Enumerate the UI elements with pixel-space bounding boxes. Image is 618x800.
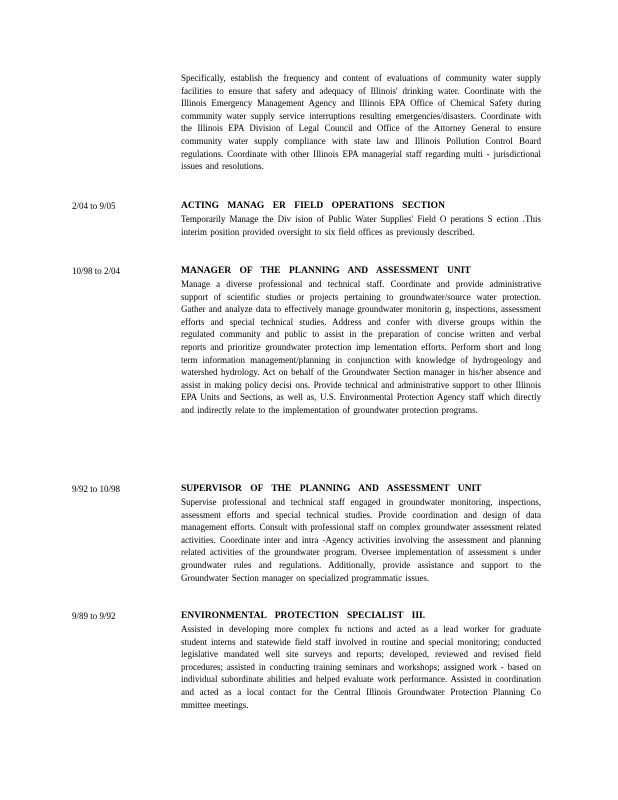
entry-date: 9/89 to 9/92: [72, 611, 116, 621]
entry-description: Manage a diverse professional and technical staff. Coordinate and provide administrative support of scientific studies or projects pertaining to groundwater/source water protection. Gather and analyze data to effectively manage groundwater monitorin g, inspections, assessment efforts and special technical studies. Address and confer with diverse groups within the regulated community and public to assist in the preparation of concise written and verbal reports and prioritize groundwater protection imp lementation efforts. Perform short and long term information management/planning in conjunction with knowledge of hydrogeology and watershed hydrology. Act on behalf of the Groundwater Section manager in his/her absence and assist in making policy decisi ons. Provide technical and administrative support to other Illinois EPA Units and Sections, as well as, U.S. Environmental Protection Agency staff which directly and indirectly relate to the implementation of groundwater protection programs.: [181, 279, 541, 415]
entry-title: SUPERVISOR OF THE PLANNING AND ASSESSMENT UNIT: [181, 484, 482, 494]
entry-date: 2/04 to 9/05: [72, 201, 116, 211]
intro-paragraph: Specifically, establish the frequency and content of evaluations of community water supply facilities to ensure that safety and adequacy of Illinois' drinking water. Coordinate with the Illinois Emergency Management Agency and Illinois EPA Office of Chemical Safety during community water supply service interruptions resulting emergencies/disasters. Coordinate with the Illinois EPA Division of Legal Council and Office of the Attorney General to ensure community water supply compliance with state law and Illinois Pollution Control Board regulations. Coordinate with other Illinois EPA managerial staff regarding multi - jurisdictional issues and resolutions.: [181, 73, 541, 172]
entry-description: Temporarily Manage the Div ision of Public Water Supplies' Field O perations S ection .This interim position provided oversight to six field offices as previously described.: [181, 214, 541, 237]
entry-title: MANAGER OF THE PLANNING AND ASSESSMENT UNIT: [181, 266, 471, 276]
entry-date: 9/92 to 10/98: [72, 484, 121, 494]
entry-description: Assisted in developing more complex fu nctions and acted as a lead worker for graduate student interns and statewide field staff involved in routine and special monitoring; conducted legislative mandated well site surveys and reports; developed, reviewed and revised field procedures; assisted in conducting training seminars and workshops; assigned work - based on individual subordinate abilities and helped evaluate work performance. Assisted in coordination and acted as a local contact for the Central Illinois Groundwater Protection Planning Co mmittee meetings.: [181, 624, 541, 710]
entry-date: 10/98 to 2/04: [72, 266, 121, 276]
entry-description: Supervise professional and technical staff engaged in groundwater monitoring, inspections, assessment efforts and special technical studies. Provide coordination and design of data management efforts. Consult with professional staff on complex groundwater assessment related activities. Coordinate inter and intra -Agency activities involving the assessment and planning related activities of the groundwater program. Oversee implementation of assessment s under groundwater rules and regulations. Additionally, provide assistance and support to the Groundwater Section manager on specialized programmatic issues.: [181, 497, 541, 583]
entry-title: ENVIRONMENTAL PROTECTION SPECIALIST III.: [181, 611, 426, 621]
entry-title: ACTING MANAG ER FIELD OPERATIONS SECTION: [181, 201, 445, 211]
